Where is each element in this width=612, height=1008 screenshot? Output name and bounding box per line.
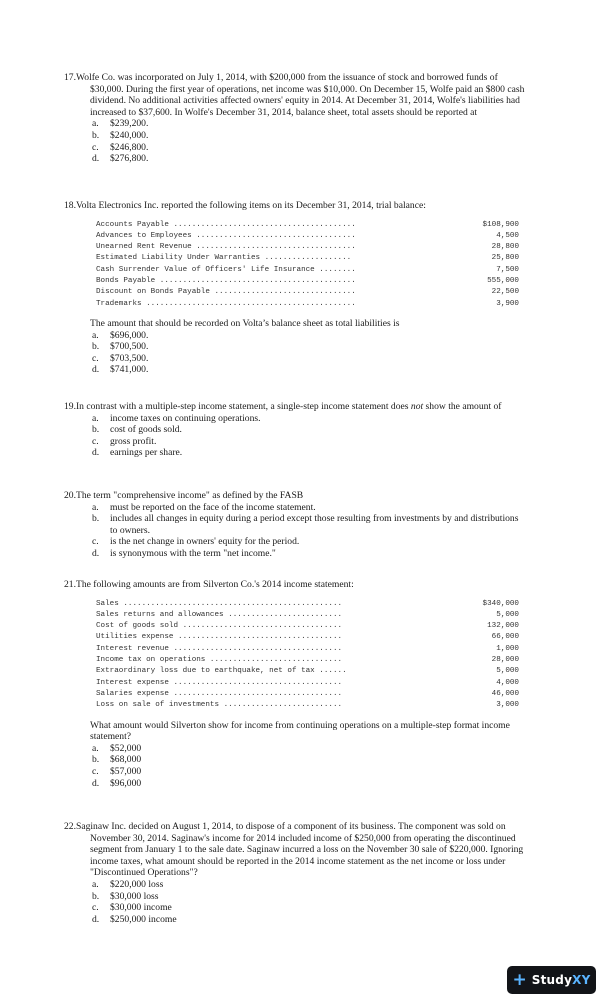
option-c: c. is the net change in owners' equity for the period.	[92, 536, 300, 548]
option-d: d. is synonymous with the term "net income."	[92, 547, 276, 559]
option-b: b. includes all changes in equity during a period except those resulting from investments by and distributions to owners.	[92, 513, 519, 536]
table-row: Trademarks .............................................. 3,900	[96, 299, 519, 308]
table-row: Bonds Payable ........................................... 555,000	[96, 277, 519, 286]
question-20-text: 20.The term "comprehensive income" as defined by the FASB	[64, 490, 304, 501]
question-20-options	[64, 502, 526, 560]
option-a: a. $220,000 loss	[92, 878, 164, 890]
brand-name: StudyXY	[531, 973, 591, 987]
option-a: a. $239,200.	[92, 118, 149, 130]
question-22-options	[64, 879, 526, 925]
option-a: a. $696,000.	[92, 329, 149, 341]
question-22-text: 22.Saginaw Inc. decided on August 1, 2014, to dispose of a component of its business. The component was sold on November 30, 2014. Saginaw's income for 2014 included income of $250,000 from operating the discontinued segment from January 1 to the sale date. Saginaw incurred a loss on the November 30 sale of $220,000. Ignoring income taxes, what amount should be reported in the 2014 income statement as the net income or loss under "Discontinued Operations"?	[64, 821, 524, 879]
question-19-options	[64, 413, 526, 459]
option-c: c. $246,800.	[92, 141, 149, 153]
table-row: Discount on Bonds Payable ............................... 22,500	[96, 288, 519, 297]
trial-balance-table	[96, 220, 526, 310]
table-row: Sales ................................................ $340,000	[96, 599, 519, 608]
question-21-options	[64, 743, 526, 789]
question-21	[64, 579, 526, 789]
option-b: b. $68,000	[92, 754, 142, 766]
table-row: Sales returns and allowances ......................... 5,000	[96, 610, 519, 619]
question-22	[64, 821, 526, 925]
studyxy-logo[interactable]	[507, 966, 596, 994]
emphasis: not	[410, 401, 424, 412]
question-17-text: 17.Wolfe Co. was incorporated on July 1, 2014, with $200,000 from the issuance of stock and borrowed funds of $30,000. During the first year of operations, net income was $10,000. On December 15, Wolfe paid an $800 cash dividend. No additional activities affected owners' equity in 2014. At December 31, 2014, Wolfe's liabilities had increased to $37,600. In Wolfe's December 31, 2014, balance sheet, total assets should be reported at	[64, 72, 525, 118]
option-c: c. $30,000 income	[92, 902, 172, 914]
question-19	[64, 401, 526, 459]
option-b: b. $700,500.	[92, 341, 149, 353]
table-row: Accounts Payable ........................................ $108,900	[96, 220, 519, 229]
table-row: Salaries expense ..................................... 46,000	[96, 689, 519, 698]
question-17-options	[64, 118, 526, 164]
option-c: c. gross profit.	[92, 435, 157, 447]
question-18	[64, 200, 526, 376]
question-21-text: 21.The following amounts are from Silverton Co.'s 2014 income statement:	[64, 579, 354, 590]
option-d: d. $741,000.	[92, 364, 149, 376]
option-d: d. $96,000	[92, 777, 142, 789]
question-20	[64, 490, 526, 560]
question-17	[64, 72, 526, 165]
table-row: Estimated Liability Under Warranties ................... 25,800	[96, 254, 519, 263]
plus-icon: +	[512, 969, 527, 990]
question-21-followup: What amount would Silverton show for income from continuing operations on a multiple-step format income statement?	[90, 719, 510, 743]
table-row: Advances to Employees ................................... 4,500	[96, 231, 519, 240]
option-b: b. cost of goods sold.	[92, 424, 182, 436]
table-row: Interest expense ..................................... 4,000	[96, 678, 519, 687]
table-row: Extraordinary loss due to earthquake, net of tax ...... 5,000	[96, 667, 519, 676]
option-d: d. earnings per share.	[92, 447, 183, 459]
option-b: b. $30,000 loss	[92, 890, 159, 902]
option-a: a. must be reported on the face of the income statement.	[92, 501, 316, 513]
option-a: a. $52,000	[92, 742, 142, 754]
question-18-options	[64, 330, 526, 376]
question-19-text: 19.In contrast with a multiple-step income statement, a single-step income statement does not show the amount of	[64, 401, 502, 412]
table-row: Utilities expense .................................... 66,000	[96, 633, 519, 642]
question-18-text: 18.Volta Electronics Inc. reported the following items on its December 31, 2014, trial balance:	[64, 200, 426, 211]
income-statement-table	[96, 599, 526, 712]
option-b: b. $240,000.	[92, 129, 149, 141]
table-row: Cash Surrender Value of Officers' Life Insurance ........ 7,500	[96, 265, 519, 274]
table-row: Unearned Rent Revenue ................................... 28,800	[96, 243, 519, 252]
table-row: Income tax on operations ............................. 28,000	[96, 656, 519, 665]
option-a: a. income taxes on continuing operations.	[92, 412, 261, 424]
table-row: Interest revenue ..................................... 1,000	[96, 644, 519, 653]
option-d: d. $250,000 income	[92, 913, 177, 925]
option-c: c. $703,500.	[92, 352, 149, 364]
option-d: d. $276,800.	[92, 153, 149, 165]
question-18-followup: The amount that should be recorded on Volta’s balance sheet as total liabilities is	[90, 317, 400, 329]
option-c: c. $57,000	[92, 765, 142, 777]
table-row: Loss on sale of investments .......................... 3,000	[96, 701, 519, 710]
table-row: Cost of goods sold ................................... 132,000	[96, 622, 519, 631]
